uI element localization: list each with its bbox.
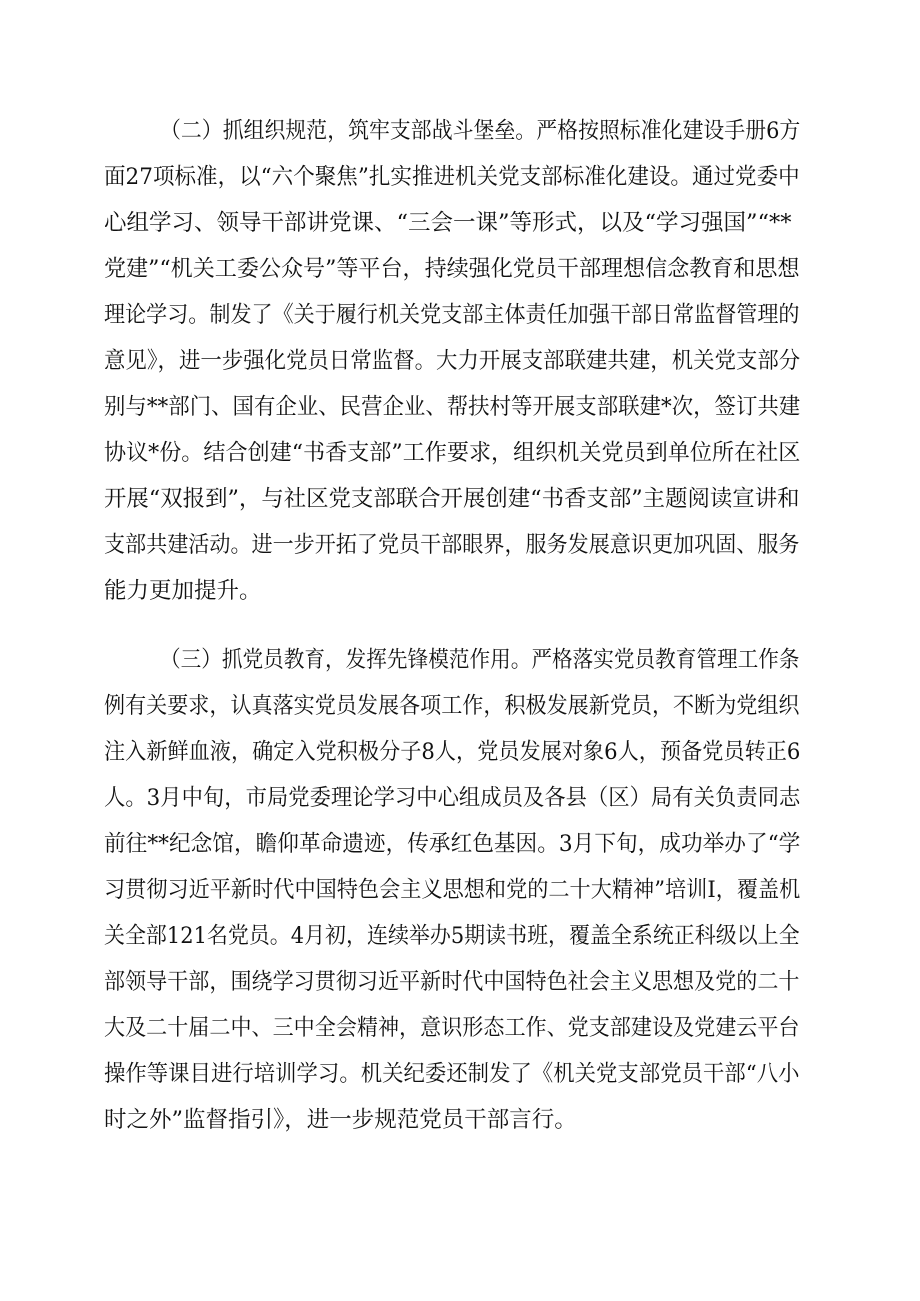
paragraph-line: 理论学习。制发了《关于履行机关党支部主体责任加强干部日常监督管理的 [104,302,800,328]
paragraph-line: 面27项标准，以“六个聚焦”扎实推进机关党支部标准化建设。通过党委中 [104,164,800,190]
paragraph-line: 关全部121名党员。4月初，连续举办5期读书班，覆盖全系统正科级以上全 [104,923,800,949]
paragraph-line: 大及二十届二中、三中全会精神，意识形态工作、党支部建设及党建云平台 [104,1015,800,1041]
paragraph-line: 例有关要求，认真落实党员发展各项工作，积极发展新党员，不断为党组织 [104,693,800,719]
paragraph-line: 习贯彻习近平新时代中国特色会主义思想和党的二十大精神”培训I，覆盖机 [104,877,801,903]
paragraph-line: 别与**部门、国有企业、民营企业、帮扶村等开展支部联建*次，签订共建 [104,394,801,420]
paragraph-party-member-education [104,637,801,1143]
paragraph-line: 开展“双报到”，与社区党支部联合开展创建“书香支部”主题阅读宣讲和 [104,486,800,512]
paragraph-organization-standards [104,108,801,614]
paragraph-line: （二）抓组织规范，筑牢支部战斗堡垒。严格按照标准化建设手册6方 [160,118,801,144]
paragraph-line: 党建”“机关工委公众号”等平台，持续强化党员干部理想信念教育和思想 [104,256,800,282]
paragraph-line: 前往**纪念馆，瞻仰革命遗迹，传承红色基因。3月下旬，成功举办了“学 [104,831,801,857]
paragraph-line: 协议*份。结合创建“书香支部”工作要求，组织机关党员到单位所在社区 [104,440,801,466]
paragraph-line: 支部共建活动。进一步开拓了党员干部眼界，服务发展意识更加巩固、服务 [104,532,800,558]
paragraph-line: 时之外”监督指引》，进一步规范党员干部言行。 [104,1107,577,1133]
paragraph-line: 能力更加提升。 [104,578,262,604]
paragraph-line: 人。3月中旬，市局党委理论学习中心组成员及各县（区）局有关负责同志 [104,785,801,811]
paragraph-line: 意见》，进一步强化党员日常监督。大力开展支部联建共建，机关党支部分 [104,348,801,374]
paragraph-line: （三）抓党员教育，发挥先锋模范作用。严格落实党员教育管理工作条 [160,647,800,673]
paragraph-line: 部领导干部，围绕学习贯彻习近平新时代中国特色社会主义思想及党的二十 [104,969,800,995]
paragraph-line: 心组学习、领导干部讲党课、“三会一课”等形式，以及“学习强国”“** [104,210,792,236]
paragraph-line: 操作等课目进行培训学习。机关纪委还制发了《机关党支部党员干部“八小 [104,1061,800,1087]
paragraph-line: 注入新鲜血液，确定入党积极分子8人，党员发展对象6人，预备党员转正6 [104,739,801,765]
